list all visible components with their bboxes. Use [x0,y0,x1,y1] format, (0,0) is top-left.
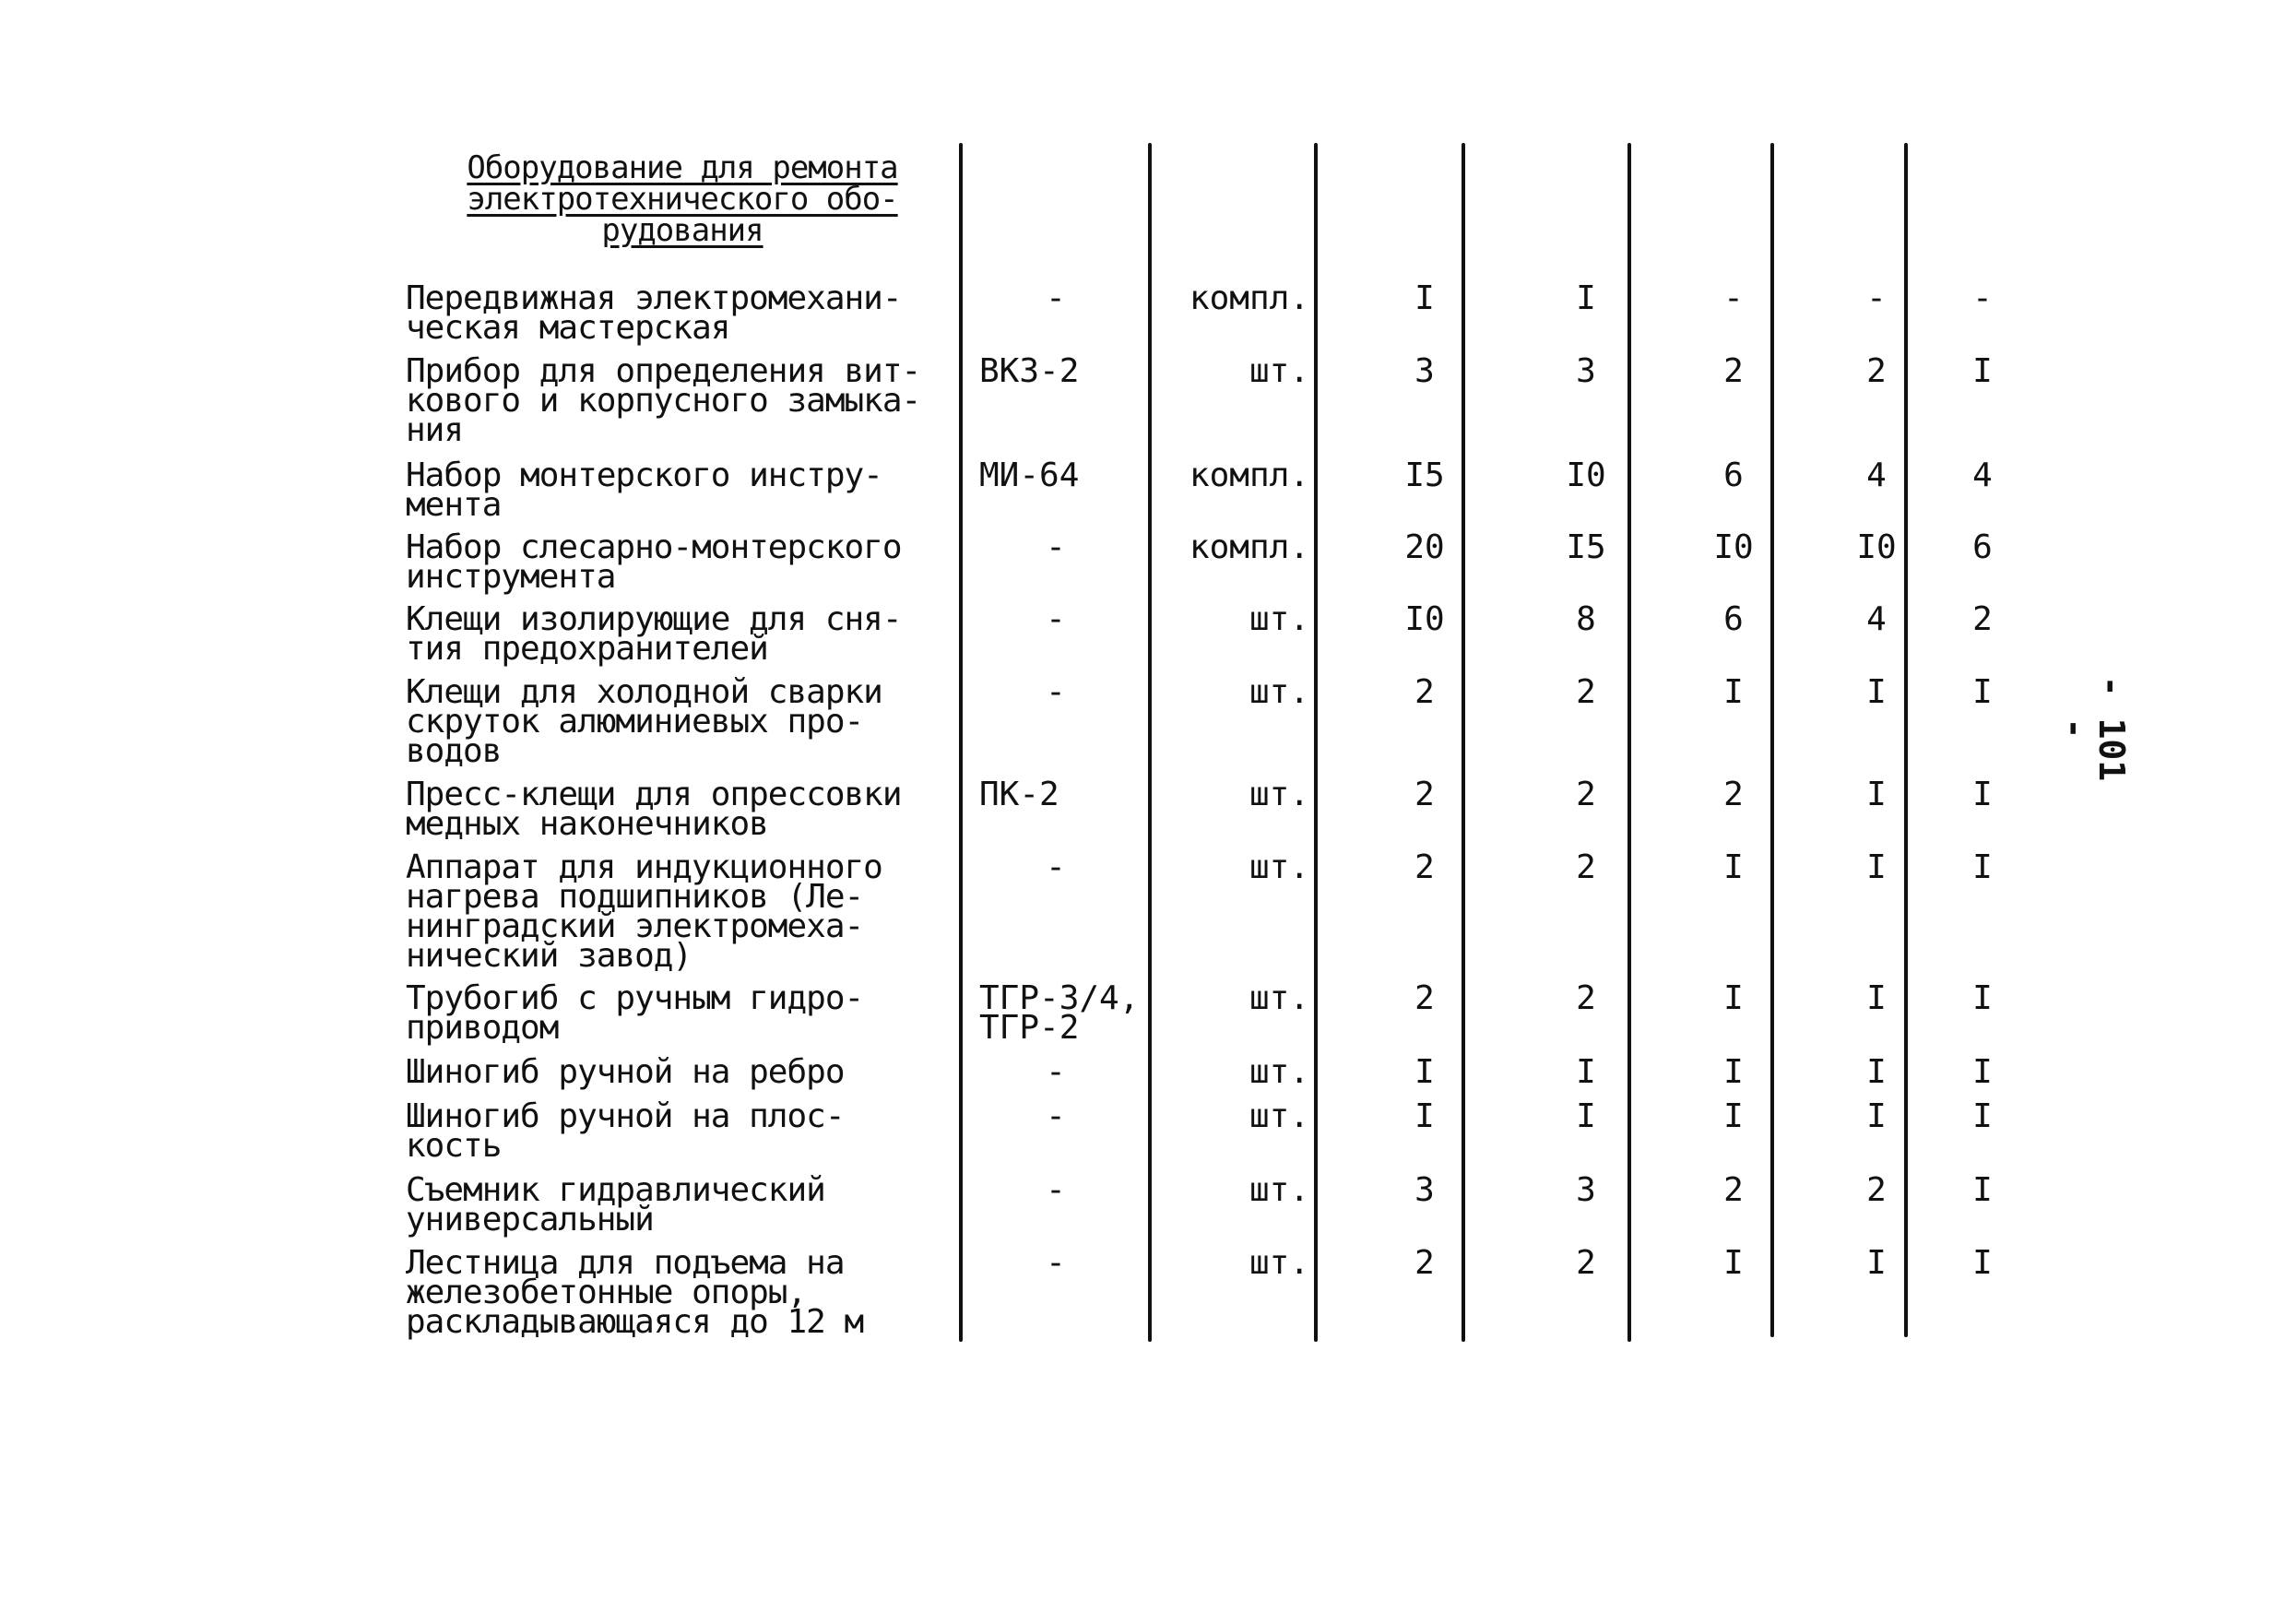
quantity-col-4: 2 [1866,352,1887,390]
quantity-col-1: I [1414,1097,1435,1135]
quantity-col-4: 4 [1866,456,1887,494]
quantity-col-3: I [1723,1244,1744,1282]
equipment-name: Прибор для определения вит- кового и корпусного замыка- ния [406,352,921,449]
equipment-mark: ПК-2 [979,776,1059,813]
quantity-col-2: 2 [1576,673,1596,711]
quantity-col-2: 2 [1576,776,1596,813]
equipment-mark: - [1046,1244,1066,1282]
equipment-unit: компл. [1189,279,1309,317]
equipment-unit: шт. [1249,352,1309,390]
quantity-col-2: 2 [1576,979,1596,1017]
quantity-col-1: 2 [1414,848,1435,886]
equipment-mark: - [1046,279,1066,317]
quantity-col-3: I0 [1713,528,1754,566]
quantity-col-5: I [1972,979,1993,1017]
equipment-mark: ВКЗ-2 [979,352,1080,390]
quantity-col-4: I [1866,848,1887,886]
quantity-col-2: 3 [1576,352,1596,390]
equipment-name: Аппарат для индукционного нагрева подшипников (Ле- нинградский электромеха- нический завод) [406,848,882,975]
section-title-line-1: Оборудование для ремонта [467,149,898,186]
quantity-col-3: I [1723,979,1744,1017]
quantity-col-3: - [1723,279,1744,317]
column-rule-7 [1904,143,1908,1337]
quantity-col-4: I [1866,673,1887,711]
equipment-mark: - [1046,600,1066,638]
quantity-col-4: 2 [1866,1171,1887,1209]
equipment-unit: компл. [1189,456,1309,494]
quantity-col-5: I [1972,673,1993,711]
quantity-col-3: I [1723,1097,1744,1135]
quantity-col-5: I [1972,1171,1993,1209]
quantity-col-2: I [1576,1097,1596,1135]
quantity-col-3: 2 [1723,352,1744,390]
quantity-col-5: I [1972,848,1993,886]
quantity-col-2: 2 [1576,848,1596,886]
quantity-col-2: I0 [1566,456,1606,494]
equipment-unit: шт. [1249,1244,1309,1282]
equipment-unit: шт. [1249,1053,1309,1091]
quantity-col-5: I [1972,1053,1993,1091]
quantity-col-3: 2 [1723,776,1744,813]
quantity-col-2: I [1576,1053,1596,1091]
quantity-col-1: I0 [1404,600,1445,638]
quantity-col-1: 2 [1414,979,1435,1017]
equipment-unit: шт. [1249,1097,1309,1135]
column-rule-2 [1148,143,1152,1342]
quantity-col-4: I0 [1856,528,1897,566]
quantity-col-5: 2 [1972,600,1993,638]
column-rule-4 [1462,143,1465,1342]
quantity-col-2: I [1576,279,1596,317]
column-rule-5 [1627,143,1631,1342]
equipment-mark: - [1046,1171,1066,1209]
section-title [461,149,904,249]
equipment-unit: шт. [1249,848,1309,886]
equipment-unit: шт. [1249,776,1309,813]
quantity-col-1: I [1414,1053,1435,1091]
equipment-name: Шиногиб ручной на ребро [406,1053,845,1091]
quantity-col-4: I [1866,1053,1887,1091]
column-rule-6 [1770,143,1774,1337]
quantity-col-2: 8 [1576,600,1596,638]
equipment-unit: шт. [1249,979,1309,1017]
quantity-col-2: I5 [1566,528,1606,566]
quantity-col-4: 4 [1866,600,1887,638]
equipment-name: Набор монтерского инстру- мента [406,456,882,524]
quantity-col-1: I [1414,279,1435,317]
equipment-name: Съемник гидравлический универсальный [406,1171,825,1239]
column-rule-3 [1314,143,1318,1342]
equipment-unit: шт. [1249,1171,1309,1209]
quantity-col-1: 20 [1404,528,1445,566]
column-rule-1 [959,143,963,1342]
quantity-col-3: 6 [1723,456,1744,494]
quantity-col-1: 2 [1414,673,1435,711]
section-title-line-3: рудования [601,212,763,249]
equipment-mark: МИ-64 [979,456,1080,494]
quantity-col-1: I5 [1404,456,1445,494]
equipment-name: Набор слесарно-монтерского инструмента [406,528,902,596]
equipment-name: Клещи изолирующие для сня- тия предохранителей [406,600,902,668]
quantity-col-5: - [1972,279,1993,317]
equipment-mark: - [1046,528,1066,566]
quantity-col-1: 3 [1414,1171,1435,1209]
quantity-col-2: 2 [1576,1244,1596,1282]
quantity-col-4: I [1866,776,1887,813]
equipment-unit: шт. [1249,673,1309,711]
quantity-col-5: I [1972,1244,1993,1282]
quantity-col-5: 4 [1972,456,1993,494]
quantity-col-4: - [1866,279,1887,317]
quantity-col-3: 6 [1723,600,1744,638]
equipment-mark: ТГР-3/4, ТГР-2 [979,979,1140,1047]
page-number: - 101 - [2054,675,2132,782]
equipment-name: Клещи для холодной сварки скруток алюминиевых про- водов [406,673,882,770]
equipment-unit: шт. [1249,600,1309,638]
equipment-name: Трубогиб с ручным гидро- приводом [406,979,864,1047]
quantity-col-2: 3 [1576,1171,1596,1209]
quantity-col-3: 2 [1723,1171,1744,1209]
quantity-col-3: I [1723,1053,1744,1091]
quantity-col-5: I [1972,352,1993,390]
quantity-col-5: 6 [1972,528,1993,566]
equipment-unit: компл. [1189,528,1309,566]
quantity-col-3: I [1723,673,1744,711]
quantity-col-5: I [1972,1097,1993,1135]
quantity-col-4: I [1866,1097,1887,1135]
equipment-name: Лестница для подъема на железобетонные опоры, раскладывающаяся до 12 м [406,1244,864,1341]
section-title-line-2: электротехнического обо- [467,181,898,218]
quantity-col-5: I [1972,776,1993,813]
quantity-col-1: 3 [1414,352,1435,390]
equipment-mark: - [1046,673,1066,711]
quantity-col-4: I [1866,979,1887,1017]
quantity-col-1: 2 [1414,776,1435,813]
equipment-name: Пресс-клещи для опрессовки медных наконечников [406,776,902,843]
quantity-col-1: 2 [1414,1244,1435,1282]
quantity-col-3: I [1723,848,1744,886]
equipment-name: Шиногиб ручной на плос- кость [406,1097,845,1165]
equipment-mark: - [1046,848,1066,886]
equipment-mark: - [1046,1053,1066,1091]
equipment-mark: - [1046,1097,1066,1135]
equipment-name: Передвижная электромехани- ческая мастерская [406,279,902,347]
quantity-col-4: I [1866,1244,1887,1282]
